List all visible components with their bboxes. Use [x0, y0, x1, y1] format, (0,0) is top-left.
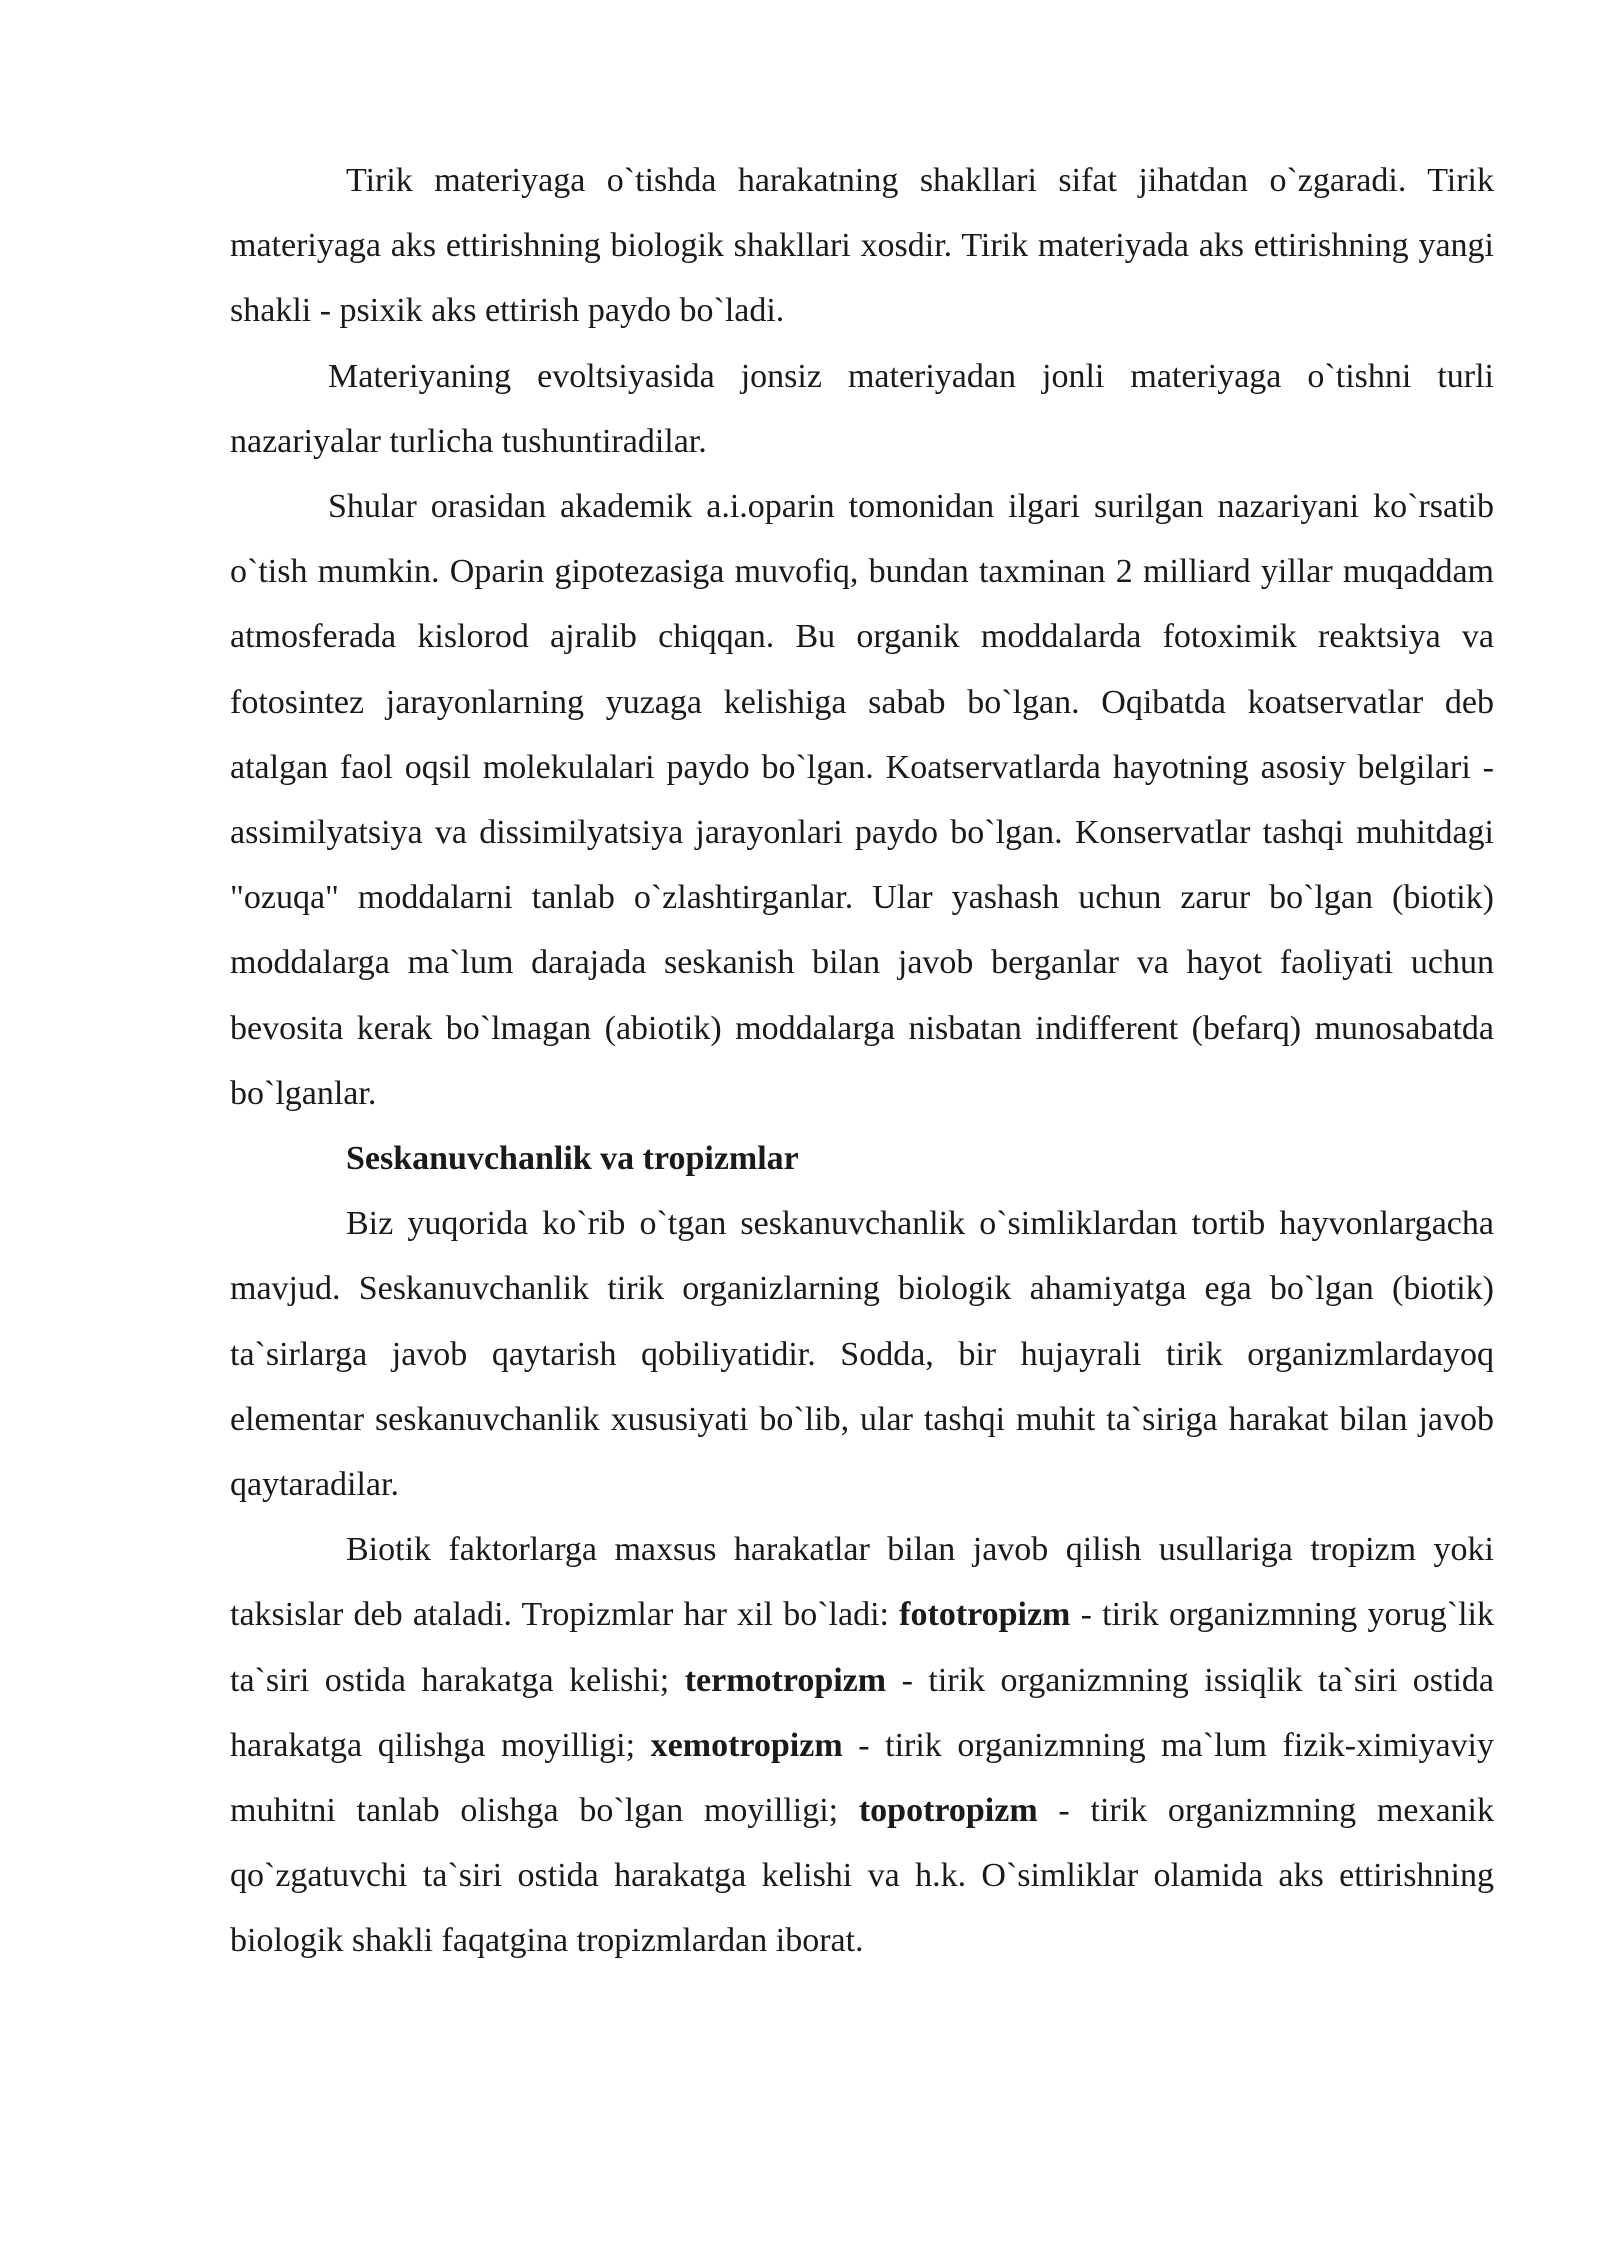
term-phototropism: fototropizm: [899, 1596, 1071, 1634]
def-thermotropism: - tirik organizmning issiqlik ta`siri ostida harakatga qilishga moyilligi;: [230, 1661, 1494, 1764]
term-topotropism: topotropizm: [858, 1792, 1038, 1830]
section-heading: Seskanuvchanlik va tropizmlar: [346, 1140, 799, 1178]
def-phototropism: - tirik organizmning yorug`lik ta`siri ostida harakatga kelishi;: [230, 1596, 1494, 1699]
def-topotropism: - tirik organizmning mexanik qo`zgatuvchi ta`siri ostida harakatga kelishi va h.k. O`simliklar olamida aks ettirishning biologik shakli faqatgina tropizmlardan iborat.: [230, 1792, 1494, 1960]
term-chemotropism: xemotropizm: [650, 1726, 843, 1764]
term-thermotropism: termotropizm: [684, 1661, 887, 1699]
tropism-intro: Biotik faktorlarga maxsus harakatlar bilan javob qilish usullariga tropizm yoki taksislar deb ataladi. Tropizmlar har xil bo`ladi:: [230, 1531, 1494, 1634]
document-page: [230, 148, 1494, 1974]
paragraph-intro: Tirik materiyaga o`tishda harakatning shakllari sifat jihatdan o`zgaradi. Tirik materiyaga aks ettirishning biologik shakllari xosdir. Tirik materiyada aks ettirishning yangi shakli - psixik aks ettirish paydo bo`ladi.: [230, 162, 1494, 330]
paragraph-oparin: Shular orasidan akademik a.i.oparin tomonidan ilgari surilgan nazariyani ko`rsatib o`tish mumkin. Oparin gipotezasiga muvofiq, bundan taxminan 2 milliard yillar muqaddam atmosferada kislorod ajralib chiqqan. Bu organik moddalarda fotoximik reaktsiya va fotosintez jarayonlarning yuzaga kelishiga sabab bo`lgan. Oqibatda koatservatlar deb atalgan faol oqsil molekulalari paydo bo`lgan. Koatservatlarda hayotning asosiy belgilari - assimilyatsiya va dissimilyatsiya jarayonlari paydo bo`lgan. Konservatlar tashqi muhitdagi "ozuqa" moddalarni tanlab o`zlashtirganlar. Ular yashash uchun zarur bo`lgan (biotik) moddalarga ma`lum darajada seskanish bilan javob berganlar va hayot faoliyati uchun bevosita kerak bo`lmagan (abiotik) moddalarga nisbatan indifferent (befarq) munosabatda bo`lganlar.: [230, 488, 1494, 1112]
paragraph-tropisms: [230, 1517, 1494, 1973]
paragraph-theories: Materiyaning evoltsiyasida jonsiz materiyadan jonli materiyaga o`tishni turli nazariyalar turlicha tushuntiradilar.: [230, 357, 1494, 460]
paragraph-irritability: Biz yuqorida ko`rib o`tgan seskanuvchanlik o`simliklardan tortib hayvonlargacha mavjud. Seskanuvchanlik tirik organizlarning biologik ahamiyatga ega bo`lgan (biotik) ta`sirlarga javob qaytarish qobiliyatidir. Sodda, bir hujayrali tirik organizmlardayoq elementar seskanuvchanlik xususiyati bo`lib, ular tashqi muhit ta`siriga harakat bilan javob qaytaradilar.: [230, 1205, 1494, 1504]
def-chemotropism: - tirik organizmning ma`lum fizik-ximiyaviy muhitni tanlab olishga bo`lgan moyilligi;: [230, 1726, 1494, 1830]
